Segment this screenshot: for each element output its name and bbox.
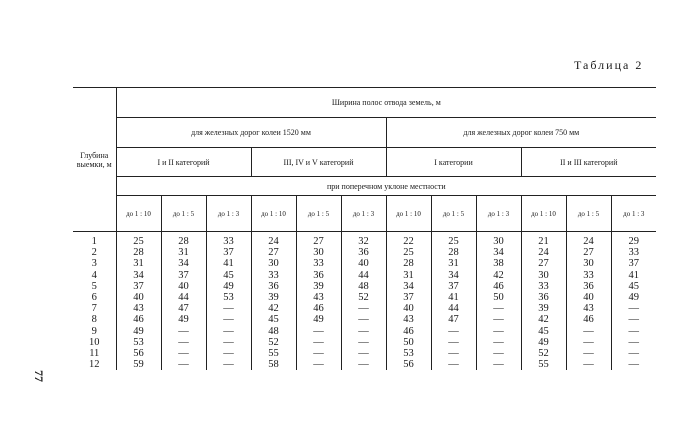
width-value-cell: — [296,337,341,348]
width-value-cell: 36 [296,270,341,281]
width-value-cell: 30 [521,270,566,281]
width-value-cell: 44 [431,303,476,314]
width-value-cell: — [611,314,656,325]
table-row [73,337,656,348]
width-value-cell: 39 [521,303,566,314]
width-value-cell: 28 [431,247,476,258]
slope-ratio-header: до 1 : 3 [476,196,521,232]
width-value-cell: 49 [296,314,341,325]
width-value-cell: 37 [386,292,431,303]
width-value-cell: — [611,359,656,370]
width-value-cell: 33 [566,270,611,281]
category-header: II и III категорий [521,148,656,177]
width-value-cell: 45 [611,281,656,292]
width-value-cell: 55 [251,348,296,359]
depth-cell: 4 [91,269,97,281]
width-value-cell: 34 [386,281,431,292]
width-value-cell: — [206,314,251,325]
page-number: 77 [32,370,46,382]
width-value-cell: 40 [116,292,161,303]
table-row [73,303,656,314]
depth-cell: 11 [89,348,100,360]
width-value-cell: 40 [161,281,206,292]
table-row [73,314,656,325]
width-value-cell: 33 [611,247,656,258]
width-value-cell: 33 [251,270,296,281]
width-value-cell: — [206,337,251,348]
width-value-cell: 53 [386,348,431,359]
slope-ratio-header: до 1 : 3 [206,196,251,232]
width-value-cell: 56 [386,359,431,370]
table-row [73,359,656,370]
width-value-cell: — [431,348,476,359]
width-value-cell: — [566,348,611,359]
width-value-cell: — [341,337,386,348]
width-value-cell: 45 [521,326,566,337]
depth-cell: 8 [91,314,97,326]
width-value-cell: 34 [431,270,476,281]
width-value-cell: 45 [251,314,296,325]
width-value-cell: — [566,359,611,370]
width-value-cell: 49 [206,281,251,292]
width-value-cell: 45 [206,270,251,281]
width-value-cell: — [296,348,341,359]
width-value-cell: 31 [161,247,206,258]
width-value-cell: — [611,348,656,359]
width-value-cell: — [476,314,521,325]
table-row [73,292,656,303]
width-value-cell: 41 [206,258,251,269]
width-value-cell: 25 [431,236,476,247]
width-value-cell: — [206,359,251,370]
width-value-cell: 58 [251,359,296,370]
width-value-cell: 47 [431,314,476,325]
width-value-cell: — [161,326,206,337]
width-value-cell: 37 [611,258,656,269]
width-value-cell: 31 [116,258,161,269]
slope-header: при поперечном уклоне местности [116,177,656,196]
width-value-cell: 30 [296,247,341,258]
width-value-cell: 44 [341,270,386,281]
width-value-cell: 43 [116,303,161,314]
width-value-cell: 55 [521,359,566,370]
width-value-cell: 52 [341,292,386,303]
width-value-cell: — [161,348,206,359]
width-value-cell: 50 [386,337,431,348]
width-value-cell: 33 [296,258,341,269]
width-value-cell: 53 [206,292,251,303]
width-value-cell: 21 [521,236,566,247]
depth-cell: 2 [91,247,97,259]
width-value-cell: — [296,326,341,337]
depth-cell: 3 [91,258,97,270]
width-value-cell: 42 [251,303,296,314]
width-value-cell: — [611,337,656,348]
category-header: I и II категорий [116,148,251,177]
land-strip-width-table [73,87,656,370]
width-value-cell: — [341,314,386,325]
width-value-cell: 27 [521,258,566,269]
width-value-cell: — [161,359,206,370]
width-value-cell: 37 [431,281,476,292]
width-value-cell: — [206,303,251,314]
table-row [73,281,656,292]
width-value-cell: 24 [566,236,611,247]
width-value-cell: 46 [386,326,431,337]
width-value-cell: 30 [566,258,611,269]
width-value-cell: 43 [386,314,431,325]
width-value-cell: 28 [386,258,431,269]
gauge-750-header: для железных дорог колеи 750 мм [386,118,656,148]
depth-cell: 10 [89,336,100,348]
width-value-cell: — [431,359,476,370]
width-value-cell: 48 [341,281,386,292]
width-value-cell: — [431,337,476,348]
width-value-cell: 49 [521,337,566,348]
width-value-cell: 38 [476,258,521,269]
width-value-cell: 40 [386,303,431,314]
width-value-cell: 52 [521,348,566,359]
width-value-cell: 41 [611,270,656,281]
width-value-cell: 34 [116,270,161,281]
width-value-cell: 53 [116,337,161,348]
width-value-cell: — [611,326,656,337]
width-value-cell: 49 [611,292,656,303]
width-value-cell: — [161,337,206,348]
width-value-cell: 37 [206,247,251,258]
width-value-cell: 33 [206,236,251,247]
width-value-cell: 22 [386,236,431,247]
width-value-cell: — [341,359,386,370]
width-value-cell: 49 [116,326,161,337]
width-value-cell: — [341,348,386,359]
slope-ratio-header: до 1 : 10 [251,196,296,232]
table-row [73,258,656,269]
slope-ratio-header: до 1 : 3 [611,196,656,232]
width-value-cell: 25 [116,236,161,247]
depth-cell: 12 [89,359,100,371]
width-value-cell: 30 [251,258,296,269]
width-value-cell: 36 [341,247,386,258]
slope-ratio-header: до 1 : 10 [386,196,431,232]
depth-cell: 9 [91,325,97,337]
table-row [73,270,656,281]
width-value-cell: 42 [476,270,521,281]
width-value-cell: 31 [386,270,431,281]
width-value-cell: 59 [116,359,161,370]
width-value-cell: 46 [476,281,521,292]
width-value-cell: 46 [566,314,611,325]
width-value-cell: 52 [251,337,296,348]
width-value-cell: 43 [566,303,611,314]
width-value-cell: 30 [476,236,521,247]
slope-ratio-header: до 1 : 10 [521,196,566,232]
width-value-cell: 41 [431,292,476,303]
width-value-cell: 44 [161,292,206,303]
width-value-cell: 49 [161,314,206,325]
width-header: Ширина полос отвода земель, м [116,88,656,118]
width-value-cell: — [341,326,386,337]
width-value-cell: — [206,348,251,359]
width-value-cell: — [476,303,521,314]
width-value-cell: — [611,303,656,314]
width-value-cell: 40 [566,292,611,303]
width-value-cell: 46 [296,303,341,314]
width-value-cell: — [206,326,251,337]
slope-ratio-header: до 1 : 5 [566,196,611,232]
width-value-cell: 50 [476,292,521,303]
width-value-cell: 31 [431,258,476,269]
slope-ratio-header: до 1 : 3 [341,196,386,232]
width-value-cell: 28 [161,236,206,247]
table-row [73,236,656,247]
width-value-cell: 56 [116,348,161,359]
width-value-cell: — [341,303,386,314]
width-value-cell: 36 [566,281,611,292]
gauge-1520-header: для железных дорог колеи 1520 мм [116,118,386,148]
depth-cell: 6 [91,292,97,304]
width-value-cell: 33 [521,281,566,292]
width-value-cell: 37 [161,270,206,281]
width-value-cell: — [476,326,521,337]
width-value-cell: — [476,359,521,370]
width-value-cell: 24 [521,247,566,258]
depth-cell: 7 [91,303,97,315]
width-value-cell: 43 [296,292,341,303]
width-value-cell: 34 [161,258,206,269]
width-value-cell: 46 [116,314,161,325]
depth-header: Глубина выемки, м [73,88,116,232]
width-value-cell: — [566,337,611,348]
width-value-cell: 27 [296,236,341,247]
width-value-cell: 47 [161,303,206,314]
width-value-cell: 39 [296,281,341,292]
width-value-cell: 36 [521,292,566,303]
table-row [73,247,656,258]
depth-cell: 5 [91,280,97,292]
width-value-cell: 42 [521,314,566,325]
width-value-cell: — [431,326,476,337]
slope-ratio-header: до 1 : 10 [116,196,161,232]
depth-cell: 1 [91,236,97,247]
width-value-cell: 24 [251,236,296,247]
width-value-cell: — [476,348,521,359]
category-header: III, IV и V категорий [251,148,386,177]
width-value-cell: 27 [566,247,611,258]
width-value-cell: 36 [251,281,296,292]
width-value-cell: 37 [116,281,161,292]
table-row [73,348,656,359]
slope-ratio-header: до 1 : 5 [431,196,476,232]
table-row [73,326,656,337]
slope-ratio-header: до 1 : 5 [296,196,341,232]
width-value-cell: 32 [341,236,386,247]
width-value-cell: 29 [611,236,656,247]
width-value-cell: 25 [386,247,431,258]
table-title: Таблица 2 [574,58,644,72]
width-value-cell: — [476,337,521,348]
width-value-cell: 40 [341,258,386,269]
width-value-cell: 28 [116,247,161,258]
width-value-cell: — [566,326,611,337]
width-value-cell: 39 [251,292,296,303]
category-header: I категории [386,148,521,177]
width-value-cell: 48 [251,326,296,337]
width-value-cell: — [296,359,341,370]
width-value-cell: 27 [251,247,296,258]
slope-ratio-header: до 1 : 5 [161,196,206,232]
width-value-cell: 34 [476,247,521,258]
